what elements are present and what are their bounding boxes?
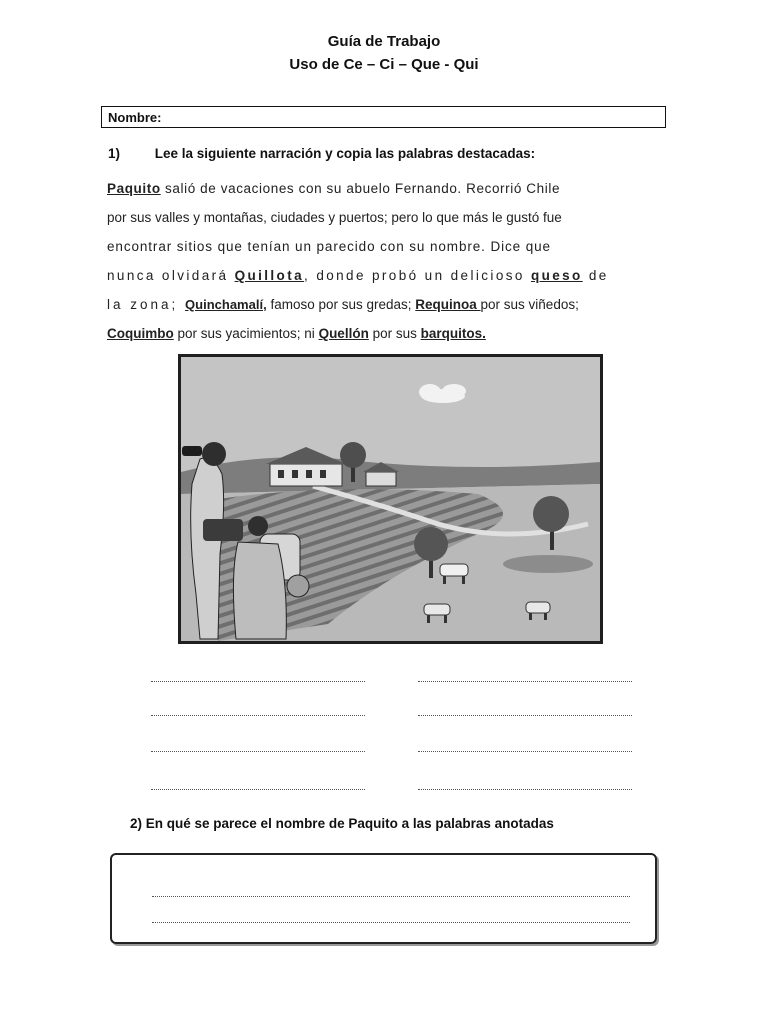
highlighted-word-paquito: Paquito [107, 181, 161, 196]
answer-line[interactable] [418, 789, 632, 790]
question-1-text: Lee la siguiente narración y copia las palabras destacadas: [154, 146, 536, 161]
answer-line[interactable] [151, 715, 365, 716]
answer-line[interactable] [151, 681, 365, 682]
answer-line[interactable] [418, 751, 632, 752]
story-line-2 [107, 203, 647, 232]
answer-line[interactable] [151, 751, 365, 752]
story-text: la zona; [107, 297, 186, 312]
highlighted-word-coquimbo: Coquimbo [107, 326, 174, 341]
highlighted-word-quillota: Quillota [234, 268, 305, 283]
name-label: Nombre: [108, 110, 162, 125]
story-text: salió de vacaciones con su abuelo Fernando. Recorrió Chile [160, 181, 561, 196]
countryside-illustration [178, 354, 603, 644]
highlighted-word-barquitos: barquitos. [420, 326, 486, 341]
story-paragraph [107, 174, 647, 348]
answer-line[interactable] [418, 681, 632, 682]
name-field[interactable] [101, 106, 666, 128]
story-text: encontrar sitios que tenían un parecido con su nombre. Dice que [107, 239, 551, 254]
worksheet-title: Guía de Trabajo [327, 33, 441, 50]
story-text: de [582, 268, 609, 283]
question-1 [108, 146, 535, 161]
pond [503, 555, 593, 573]
story-text: famoso por sus gredas; [266, 297, 416, 312]
story-text: por sus viñedos; [480, 297, 579, 312]
story-text: por sus yacimientos; ni [173, 326, 319, 341]
story-text: por sus valles y montañas, ciudades y puertos; pero lo que más le gustó fue [107, 210, 562, 225]
story-line-5 [107, 290, 647, 319]
story-text: por sus [368, 326, 421, 341]
answer-box[interactable] [110, 853, 657, 944]
highlighted-word-quinchamali: Quinchamalí, [185, 297, 267, 312]
story-text: nunca olvidará [107, 268, 235, 283]
answer-line[interactable] [152, 922, 630, 923]
answer-line[interactable] [151, 789, 365, 790]
story-line-3 [107, 232, 647, 261]
question-2-text: 2) En qué se parece el nombre de Paquito a las palabras anotadas [130, 816, 554, 831]
story-text: , donde probó un delicioso [304, 268, 531, 283]
story-line-4 [107, 261, 647, 290]
question-1-number: 1) [108, 146, 121, 161]
story-line-6 [107, 319, 647, 348]
answer-line[interactable] [418, 715, 632, 716]
highlighted-word-quellon: Quellón [318, 326, 369, 341]
highlighted-word-queso: queso [530, 268, 583, 283]
worksheet-subtitle: Uso de Ce – Ci – Que - Qui [289, 56, 479, 73]
answer-line[interactable] [152, 896, 630, 897]
story-line-1 [107, 174, 647, 203]
highlighted-word-requinoa: Requinoa [415, 297, 481, 312]
